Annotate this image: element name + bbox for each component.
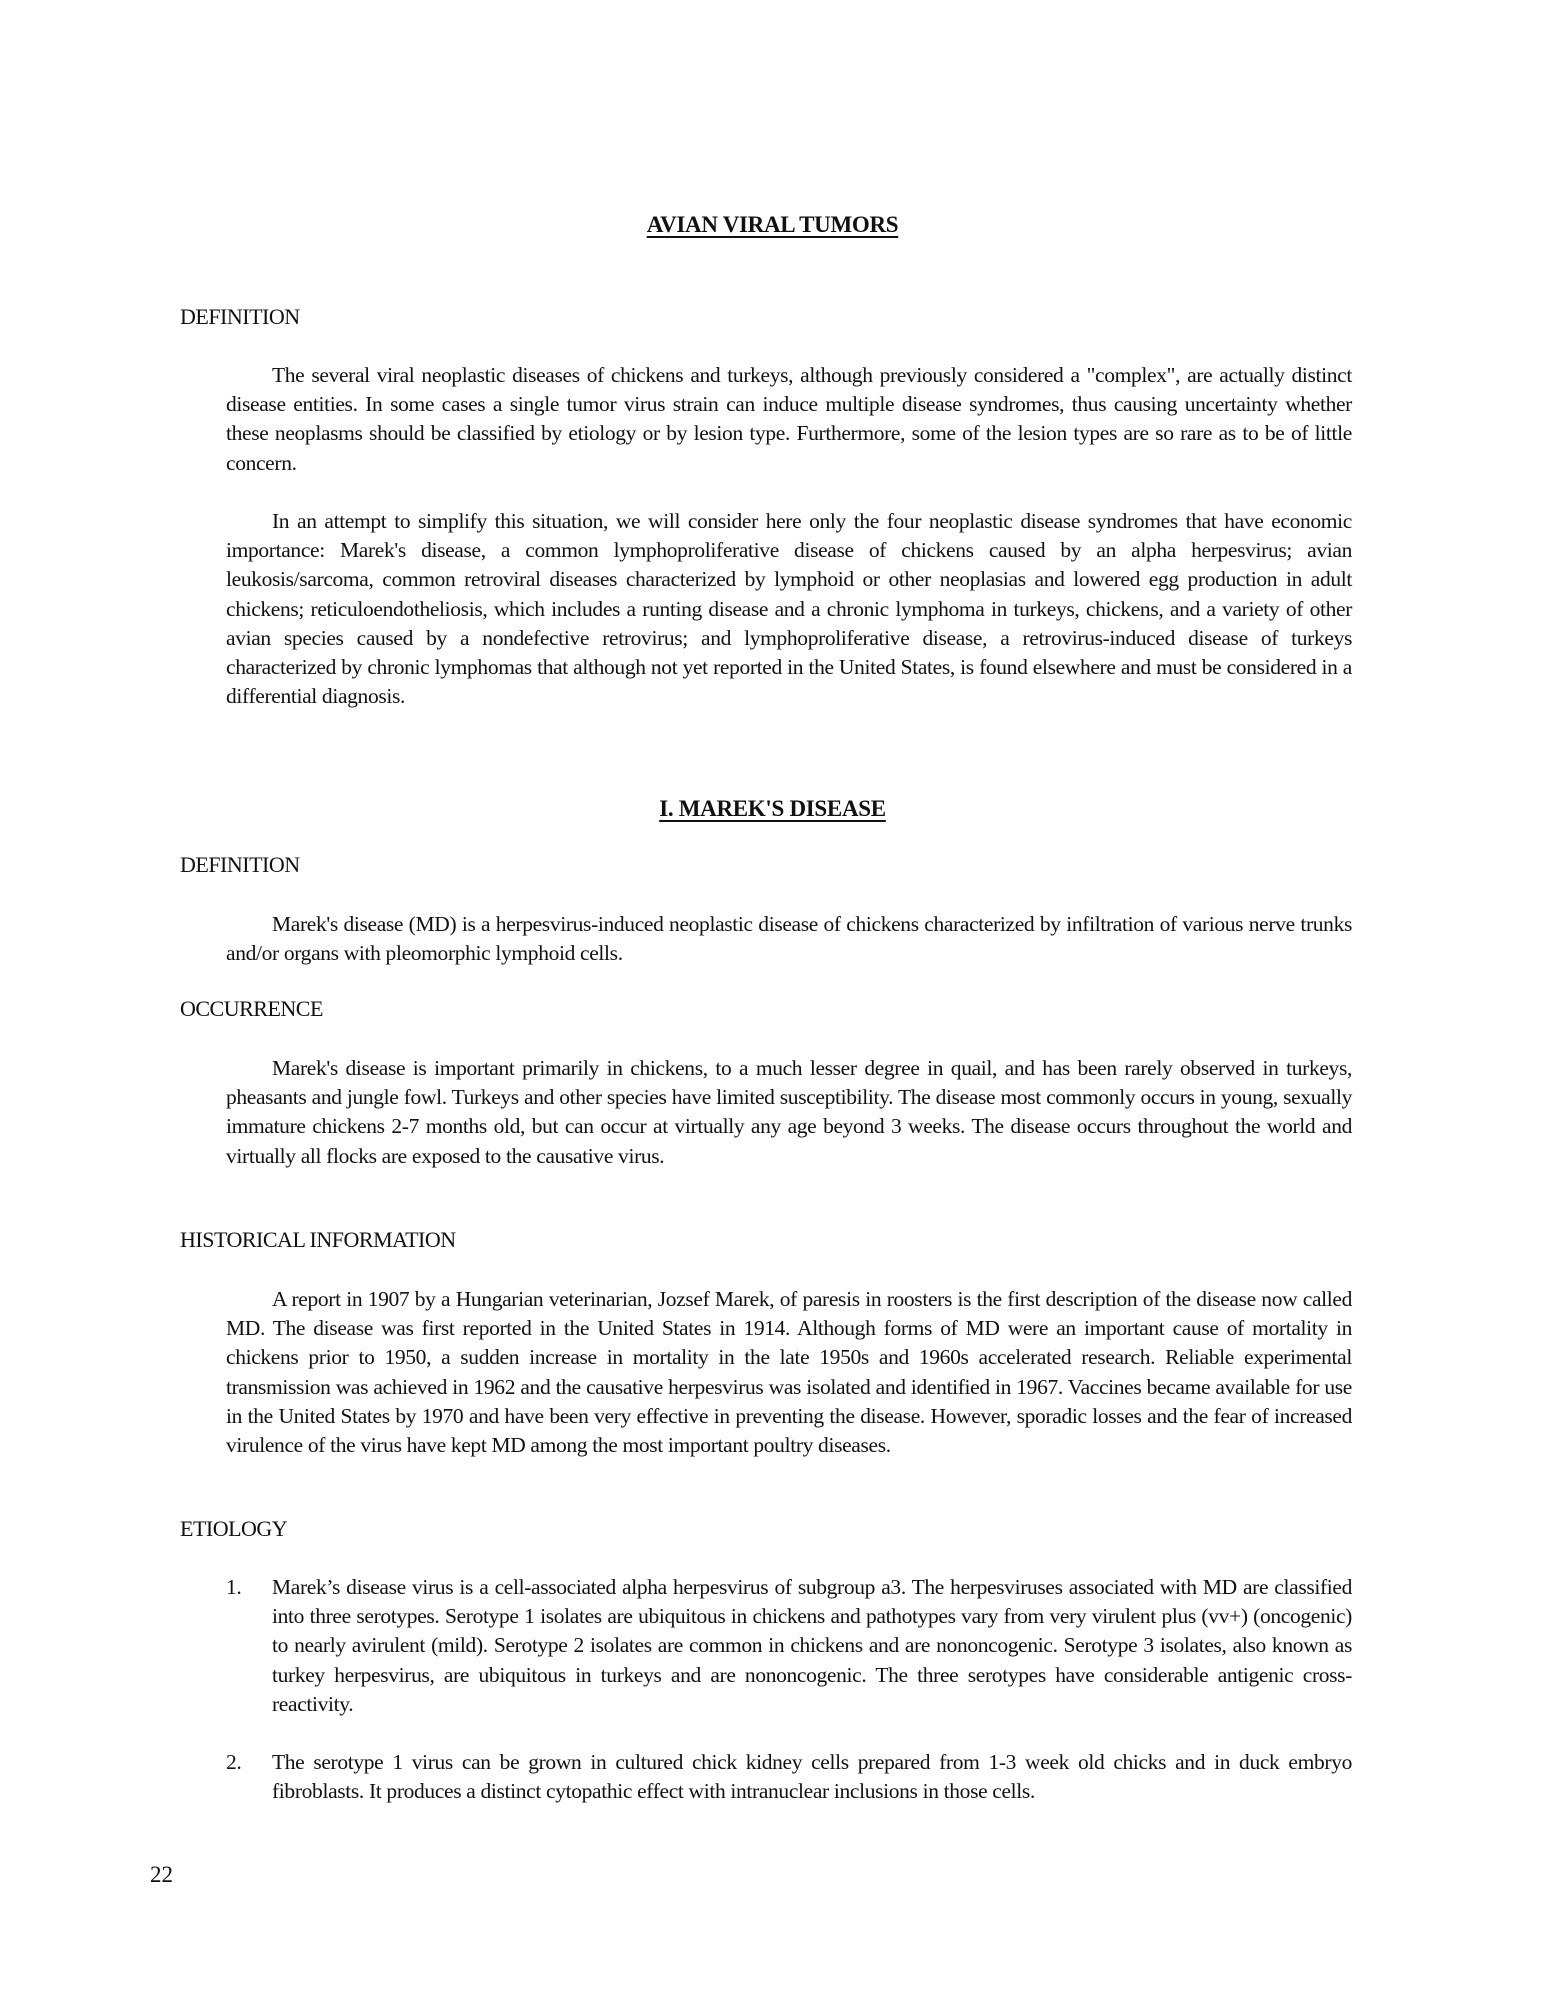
section-title: I. MAREK'S DISEASE (659, 796, 886, 821)
document-title: AVIAN VIRAL TUMORS (646, 212, 899, 237)
intro-paragraph-text: In an attempt to simplify this situation, we will consider here only the four neoplastic disease syndromes that have economic importance: Marek's disease, a common lymphoproliferative disease of chickens caused by an alpha herpesvirus; avian leukosis/sarcoma, common retroviral diseases characterized by lymphoid or other neoplasias and lowered egg production in adult chickens; reticuloendotheliosis, which includes a runting disease and a chronic lymphoma in turkeys, chickens, and a variety of other avian species caused by a nondefective retrovirus; and lymphoproliferative disease, a retrovirus-induced disease of turkeys characterized by chronic lymphomas that although not yet reported in the United States, is found elsewhere and must be considered in a differential diagnosis. (226, 509, 1352, 709)
history-heading: HISTORICAL INFORMATION (180, 1227, 456, 1252)
intro-paragraph (226, 507, 1352, 711)
etiology-heading: ETIOLOGY (180, 1516, 288, 1541)
section-definition-text: Marek's disease (MD) is a herpesvirus-induced neoplastic disease of chickens characterized by infiltration of various nerve trunks and/or organs with pleomorphic lymphoid cells. (226, 912, 1352, 966)
intro-paragraph (226, 361, 1352, 478)
intro-definition-heading: DEFINITION (180, 304, 300, 329)
page-number: 22 (150, 1862, 173, 1887)
etiology-list-item (226, 1573, 1352, 1719)
occurrence-text: Marek's disease is important primarily in chickens, to a much lesser degree in quail, and has been rarely observed in turkeys, pheasants and jungle fowl. Turkeys and other species have limited susceptibility. The disease most commonly occurs in young, sexually immature chickens 2-7 months old, but can occur at virtually any age beyond 3 weeks. The disease occurs throughout the world and virtually all flocks are exposed to the causative virus. (226, 1056, 1352, 1168)
section-definition-paragraph (226, 910, 1352, 968)
list-item-text: Marek’s disease virus is a cell-associated alpha herpesvirus of subgroup a3. The herpesviruses associated with MD are classified into three serotypes. Serotype 1 isolates are ubiquitous in chickens and pathotypes vary from very virulent plus (vv+) (oncogenic) to nearly avirulent (mild). Serotype 2 isolates are common in chickens and are nononcogenic. Serotype 3 isolates, also known as turkey herpesvirus, are ubiquitous in turkeys and are nononcogenic. The three serotypes have considerable antigenic cross-reactivity. (272, 1575, 1352, 1716)
intro-paragraph-text: The several viral neoplastic diseases of chickens and turkeys, although previously considered a "complex", are actually distinct disease entities. In some cases a single tumor virus strain can induce multiple disease syndromes, thus causing uncertainty whether these neoplasms should be classified by etiology or by lesion type. Furthermore, some of the lesion types are so rare as to be of little concern. (226, 363, 1352, 475)
history-paragraph (226, 1285, 1352, 1460)
list-item-number: 1. (226, 1575, 242, 1599)
history-text: A report in 1907 by a Hungarian veterinarian, Jozsef Marek, of paresis in roosters is the first description of the disease now called MD. The disease was first reported in the United States in 1914. Although forms of MD were an important cause of mortality in chickens prior to 1950, a sudden increase in mortality in the late 1950s and 1960s accelerated research. Reliable experimental transmission was achieved in 1962 and the causative herpesvirus was isolated and identified in 1967. Vaccines became available for use in the United States by 1970 and have been very effective in preventing the disease. However, sporadic losses and the fear of increased virulence of the virus have kept MD among the most important poultry diseases. (226, 1287, 1352, 1458)
occurrence-heading: OCCURRENCE (180, 996, 323, 1021)
section-definition-heading: DEFINITION (180, 852, 300, 877)
etiology-list-item (226, 1748, 1352, 1806)
list-item-text: The serotype 1 virus can be grown in cultured chick kidney cells prepared from 1-3 week old chicks and in duck embryo fibroblasts. It produces a distinct cytopathic effect with intranuclear inclusions in those cells. (272, 1750, 1352, 1804)
occurrence-paragraph (226, 1054, 1352, 1171)
list-item-number: 2. (226, 1750, 242, 1774)
